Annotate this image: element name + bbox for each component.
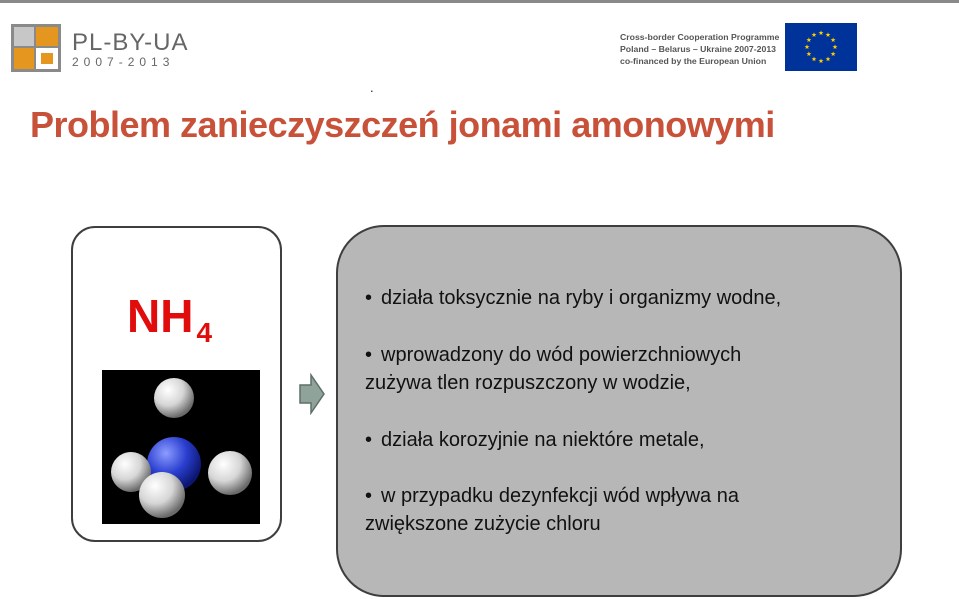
- bullet-text-continued: zwiększone zużycie chloru: [365, 513, 601, 535]
- formula-subscript: 4: [196, 317, 213, 348]
- programme-line: Cross-border Cooperation Programme: [620, 32, 780, 42]
- bullet-item: [365, 426, 705, 454]
- bullet-item: [365, 341, 741, 397]
- bullet-text-continued: zużywa tlen rozpuszczony w wodzie,: [365, 372, 691, 394]
- slide-marker: .: [370, 80, 374, 95]
- bullet-item: [365, 284, 781, 312]
- bullet-mark: •: [365, 344, 373, 366]
- bullet-text: w przypadku dezynfekcji wód wpływa na: [381, 485, 739, 507]
- programme-text: [620, 31, 779, 67]
- bullet-mark: •: [365, 485, 373, 507]
- bullet-text: wprowadzony do wód powierzchniowych: [381, 344, 742, 366]
- effects-panel: [336, 225, 902, 597]
- programme-line: Poland – Belarus – Ukraine 2007-2013: [620, 44, 776, 54]
- eu-flag-icon: [785, 23, 857, 71]
- logo-wordmark: PL-BY-UA: [72, 29, 189, 56]
- pl-by-ua-logo-icon: [11, 24, 61, 72]
- programme-line: co-financed by the European Union: [620, 56, 767, 66]
- ammonium-molecule-image: [102, 370, 260, 524]
- bullet-text: działa korozyjnie na niektóre metale,: [381, 429, 705, 451]
- logo-years: 2007-2013: [72, 55, 175, 69]
- bullet-mark: •: [365, 287, 373, 309]
- bullet-item: [365, 482, 739, 538]
- right-arrow-icon: [298, 373, 326, 415]
- bullet-mark: •: [365, 429, 373, 451]
- slide-title: Problem zanieczyszczeń jonami amonowymi: [30, 104, 775, 145]
- chemical-formula: [127, 289, 213, 348]
- top-rule: [0, 0, 959, 3]
- formula-main: NH: [127, 290, 194, 342]
- bullet-text: działa toksycznie na ryby i organizmy wodne,: [381, 287, 782, 309]
